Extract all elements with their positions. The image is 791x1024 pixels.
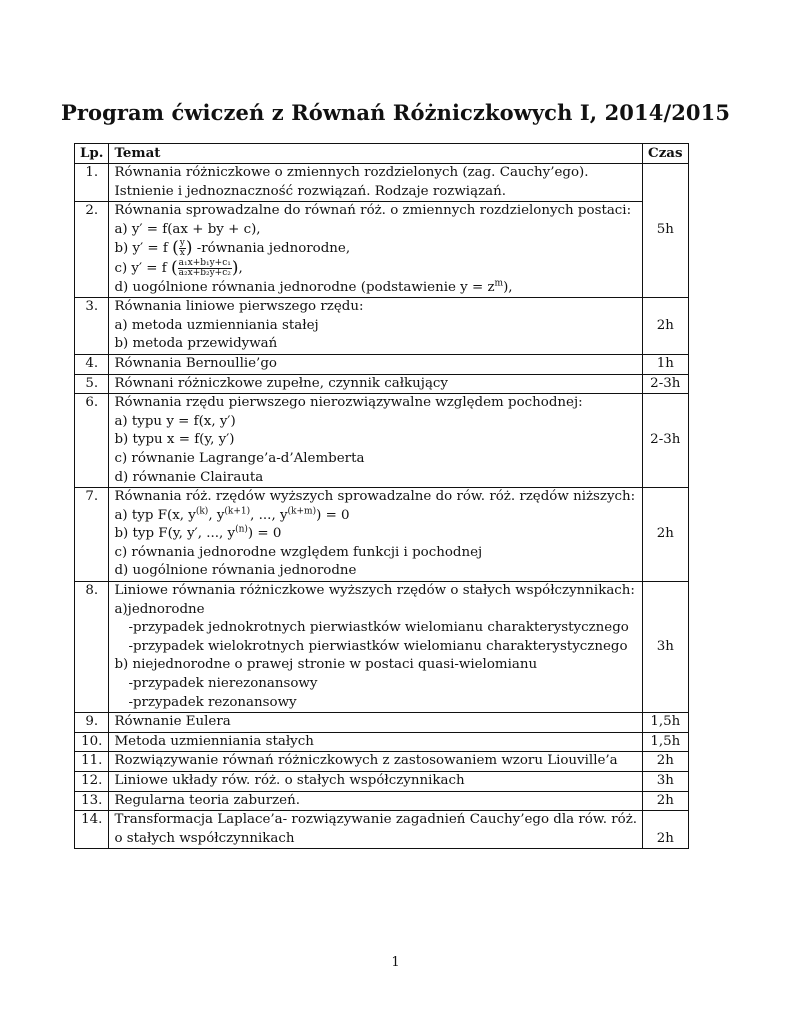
fraction-linear-ratio: $\frac{\text{a₁x+b₁y+c₁}}{\text{a₂x+b₂y+c₂}}$ [178,257,231,278]
row-lp: 8. [75,582,109,713]
row-czas: 2-3h [643,374,688,394]
row-czas: 1h [643,354,688,374]
row-topic: Metoda uzmienniania stałych [109,732,643,752]
page-number: 1 [391,955,400,970]
row-topic: Równanie Eulera [109,713,643,733]
table-row [75,713,689,733]
header-czas: Czas [643,144,688,164]
fraction-y-over-x: $\frac{y}{x}$ [179,238,185,259]
table-row [75,772,689,792]
row-lp: 6. [75,394,109,488]
row-czas: 2-3h [643,394,688,488]
row-lp: 2. [75,202,109,298]
row-czas: 2h [643,791,688,811]
header-temat: Temat [109,144,643,164]
row-czas: 5h [643,164,688,298]
program-table [74,143,689,849]
table-row [75,298,689,355]
row-lp: 7. [75,488,109,582]
row-lp: 9. [75,713,109,733]
row-topic: Równania liniowe pierwszego rzędu: a) metoda uzmienniania stałej b) metoda przewidywań [109,298,643,355]
row-topic: Równania rzędu pierwszego nierozwiązywalne względem pochodnej: a) typu y = f(x, y′) b) typu x = f(y, y′) c) równanie Lagrange’a-d’Alemberta d) równanie Clairauta [109,394,643,488]
row-topic: Równania różniczkowe o zmiennych rozdzielonych (zag. Cauchy’ego). Istnienie i jednoznaczność rozwiązań. Rodzaje rozwiązań. [109,164,643,202]
row-czas: 3h [643,582,688,713]
row-topic: Równania Bernoullie’go [109,354,643,374]
table-row [75,164,689,202]
row-topic: Równani różniczkowe zupełne, czynnik całkujący [109,374,643,394]
table-row [75,488,689,582]
row-topic: Liniowe równania różniczkowe wyższych rzędów o stałych współczynnikach: a)jednorodne -przypadek jednokrotnych pierwiastków wielomianu charakterystycznego -przypadek wielokrotnych pierwiastków wielomianu charakterystycznego b) niejednorodne o prawej stronie w postaci quasi-wielomianu -przypadek nierezonansowy -przypadek rezonansowy [109,582,643,713]
header-lp: Lp. [75,144,109,164]
table-header [75,144,689,164]
row-topic: Regularna teoria zaburzeń. [109,791,643,811]
row-lp: 5. [75,374,109,394]
row-czas: 2h [643,811,688,849]
row-czas: 2h [643,488,688,582]
row-lp: 12. [75,772,109,792]
table-row [75,791,689,811]
table-row [75,811,689,849]
table-row [75,732,689,752]
table-row [75,374,689,394]
row-czas: 2h [643,752,688,772]
row-czas: 1,5h [643,713,688,733]
row-topic: Liniowe układy rów. róż. o stałych współczynnikach [109,772,643,792]
table-row [75,354,689,374]
row-topic: Równania sprowadzalne do równań róż. o zmiennych rozdzielonych postaci: a) y′ = f(ax + by + c), b) y′ = f ( $\frac{y}{x}$ ) -równania jednorodne, c) y′ = f ( $\frac{\text{a₁x+b₁y+c₁}}{\text{a₂x+b₂y+c₂}}$ ), d) uogólnione równania jednorodne (podstawienie $y = z^m$), [109,202,643,298]
row-lp: 14. [75,811,109,849]
row-czas: 2h [643,298,688,355]
table-row [75,752,689,772]
table-row [75,582,689,713]
row-lp: 4. [75,354,109,374]
page-title: Program ćwiczeń z Równań Różniczkowych I, 2014/2015 [60,100,731,125]
table-row [75,202,689,298]
row-topic: Rozwiązywanie równań różniczkowych z zastosowaniem wzoru Liouville’a [109,752,643,772]
row-lp: 1. [75,164,109,202]
row-lp: 13. [75,791,109,811]
row-lp: 10. [75,732,109,752]
row-topic: Transformacja Laplace’a- rozwiązywanie zagadnień Cauchy’ego dla rów. róż. o stałych współczynnikach [109,811,643,849]
row-czas: 3h [643,772,688,792]
row-czas: 1,5h [643,732,688,752]
row-topic: Równania róż. rzędów wyższych sprowadzalne do rów. róż. rzędów niższych: a) typ F(x, $y^{(k)}$, $y^{(k+1)}$, ..., $y^{(k+m)}) = 0$ b) typ F(y, y′, ..., $y^{(n)}) = 0$ c) równania jednorodne względem funkcji i pochodnej d) uogólnione równania jednorodne [109,488,643,582]
row-lp: 11. [75,752,109,772]
row-lp: 3. [75,298,109,355]
table-row [75,394,689,488]
